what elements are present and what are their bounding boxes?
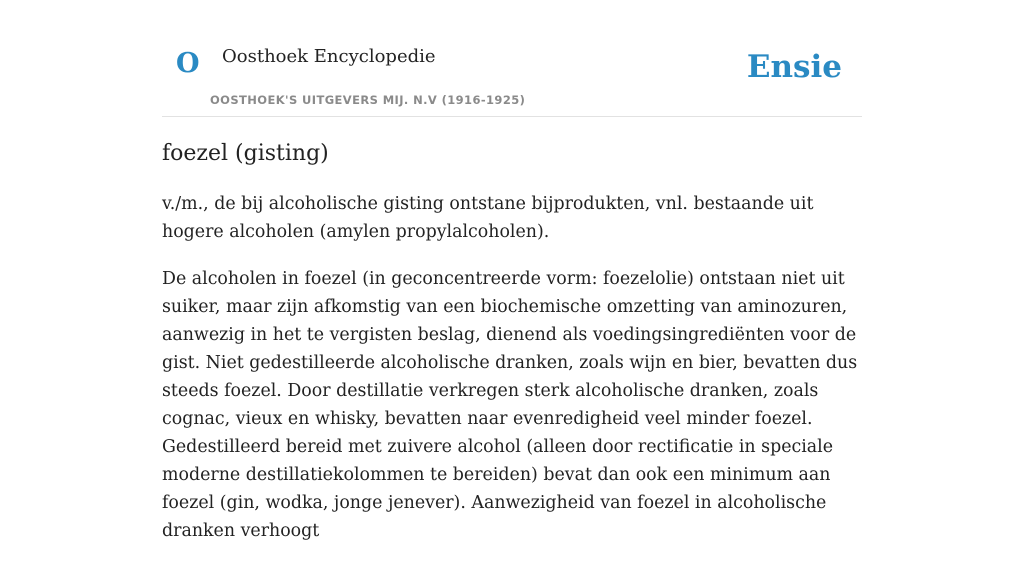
article-paragraph-definition: v./m., de bij alcoholische gisting ontstane bijprodukten, vnl. bestaande uit hogere alcoholen (amylen propylalcoholen). xyxy=(162,194,814,242)
article-title: foezel (gisting) xyxy=(162,141,329,166)
publication-logo[interactable]: O xyxy=(176,48,200,79)
publisher-subtitle: OOSTHOEK'S UITGEVERS MIJ. N.V (1916-1925) xyxy=(210,93,526,107)
publication-title[interactable]: Oosthoek Encyclopedie xyxy=(222,46,436,67)
article-paragraph-body: De alcoholen in foezel (in geconcentreerde vorm: foezelolie) ontstaan niet uit suiker, maar zijn afkomstig van een biochemische omzetting van aminozuren, aanwezig in het te vergisten beslag, dienend als voedingsingrediënten voor de gist. Niet gedestilleerde alcoholische dranken, zoals wijn en bier, bevatten dus steeds foezel. Door destillatie verkregen sterk alcoholische dranken, zoals cognac, vieux en whisky, bevatten naar evenredigheid veel minder foezel. Gedestilleerd bereid met zuivere alcohol (alleen door rectificatie in speciale moderne destillatiekolommen te bereiden) bevat dan ook een minimum aan foezel (gin, wodka, jonge jenever). Aanwezigheid van foezel in alcoholische dranken verhoogt xyxy=(162,269,858,541)
article-content xyxy=(162,137,864,564)
site-header xyxy=(162,0,862,117)
ensie-brand-logo[interactable]: Ensie xyxy=(746,49,842,85)
